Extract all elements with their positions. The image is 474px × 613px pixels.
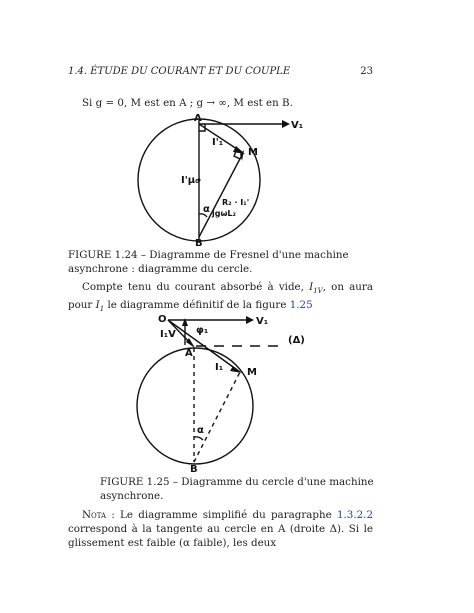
caption-1-25 bbox=[100, 475, 375, 503]
label-alpha: α bbox=[197, 425, 204, 436]
page-number: 23 bbox=[360, 66, 373, 77]
label-m: M bbox=[248, 147, 258, 158]
label-m: M bbox=[247, 367, 257, 378]
label-i1-prime: I'₁ bbox=[212, 137, 224, 148]
paragraph-1: Si g = 0, M est en A ; g → ∞, M est en B. bbox=[82, 97, 293, 109]
math-i1-sub: 1 bbox=[99, 305, 105, 314]
label-o: O bbox=[158, 314, 167, 325]
para2-text-3: le diagramme définitif de la figure bbox=[104, 299, 290, 312]
para3-text-2: correspond à la tangente au cercle en A (droite Δ). Si le glissement est faible (α faible), les deux bbox=[68, 523, 373, 549]
caption-label: FIGURE 1.24 bbox=[68, 249, 138, 261]
para2-text-2: , on aura pour bbox=[68, 281, 373, 312]
circle bbox=[137, 348, 253, 464]
section-title: 1.4. ÉTUDE DU COURANT ET DU COUPLE bbox=[68, 66, 291, 77]
label-phi1: φ₁ bbox=[196, 325, 209, 336]
label-b: B bbox=[195, 238, 203, 249]
label-i1: I₁ bbox=[215, 362, 224, 373]
label-v1: V₁ bbox=[256, 316, 269, 327]
math-i1v: I bbox=[309, 281, 314, 293]
para3-text-1: : Le diagramme simplifié du paragraphe bbox=[106, 509, 337, 521]
label-b: B bbox=[190, 464, 198, 475]
math-i1v-sub: 1V bbox=[313, 287, 323, 296]
para2-text-1: Compte tenu du courant absorbé à vide, bbox=[82, 281, 310, 293]
section-link-1-3-2-2[interactable]: 1.3.2.2 bbox=[336, 509, 373, 521]
label-jgwl2: jgωL₂ bbox=[212, 209, 237, 218]
alpha-arc bbox=[194, 437, 203, 440]
label-r2: R₂ · I₁' bbox=[222, 198, 250, 207]
caption-text: – Diagramme de Fresnel d'une machine asynchrone : diagramme du cercle. bbox=[68, 249, 349, 275]
caption-text: – Diagramme du cercle d'une machine asynchrone. bbox=[100, 476, 374, 502]
chord-bm bbox=[194, 372, 240, 462]
v1-arrowhead bbox=[246, 316, 254, 324]
caption-label: FIGURE 1.25 bbox=[100, 476, 170, 488]
label-i-mu0: I'μ₀ bbox=[181, 175, 200, 186]
paragraph-3 bbox=[68, 508, 373, 550]
phi-arrowhead bbox=[182, 318, 188, 326]
figure-link-1-25[interactable]: 1.25 bbox=[289, 299, 313, 312]
label-a: A bbox=[194, 113, 202, 124]
label-v1: V₁ bbox=[291, 120, 304, 131]
label-a: A bbox=[185, 348, 193, 359]
label-i1v: I₁V bbox=[160, 329, 176, 340]
nota-label: Nota bbox=[82, 509, 107, 521]
label-alpha: α bbox=[203, 204, 210, 215]
label-delta: (Δ) bbox=[288, 335, 305, 346]
math-i1: I bbox=[95, 299, 100, 312]
